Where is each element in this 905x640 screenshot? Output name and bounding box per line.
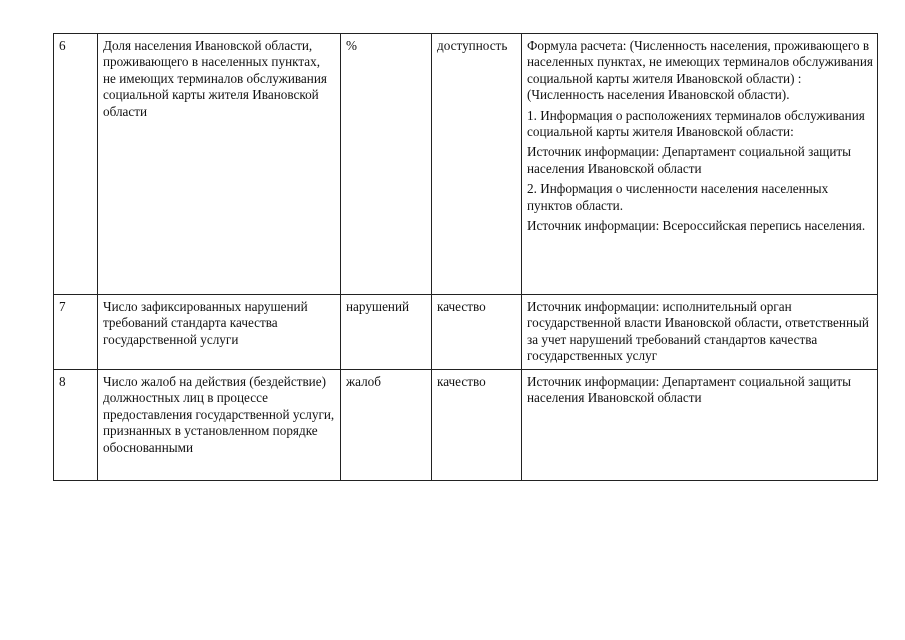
indicators-table [53,33,878,481]
method-paragraph: Источник информации: Департамент социальной защиты населения Ивановской области [527,374,852,406]
indicator-type: качество [432,295,522,370]
method-paragraph: Источник информации: Всероссийская перепись населения. [527,218,866,234]
unit-of-measure: нарушений [341,295,432,370]
unit-of-measure: жалоб [341,370,432,481]
method-paragraph: Формула расчета: (Численность населения, проживающего в населенных пунктах, не имеющих терминалов обслуживания социальной карты жителя Ивановской области) : (Численность населения Ивановской области). [527,38,873,103]
method-paragraph: Источник информации: Департамент социальной защиты населения Ивановской области [527,144,852,176]
method-paragraph: 2. Информация о численности населения населенных пунктов области. [527,181,829,213]
indicator-type: доступность [432,34,522,295]
table-row [54,295,878,370]
indicator-name: Число зафиксированных нарушений требований стандарта качества государственной услуги [98,295,341,370]
calculation-method [522,34,878,295]
method-paragraph: Источник информации: исполнительный орган государственной власти Ивановской области, ответственный за учет нарушений требований стандартов качества государственных услуг [527,299,869,364]
calculation-method [522,370,878,481]
unit-of-measure: % [341,34,432,295]
table-row [54,34,878,295]
row-number: 7 [54,295,98,370]
indicator-name: Число жалоб на действия (бездействие) должностных лиц в процессе предоставления государственной услуги, признанных в установленном порядке обоснованными [98,370,341,481]
indicator-type: качество [432,370,522,481]
row-number: 8 [54,370,98,481]
method-paragraph: 1. Информация о расположениях терминалов обслуживания социальной карты жителя Ивановской области: [527,107,865,140]
row-number: 6 [54,34,98,295]
document-page [53,33,873,481]
indicator-name: Доля населения Ивановской области, проживающего в населенных пунктах, не имеющих терминалов обслуживания социальной карты жителя Ивановской области [98,34,341,295]
calculation-method [522,295,878,370]
table-row [54,370,878,481]
